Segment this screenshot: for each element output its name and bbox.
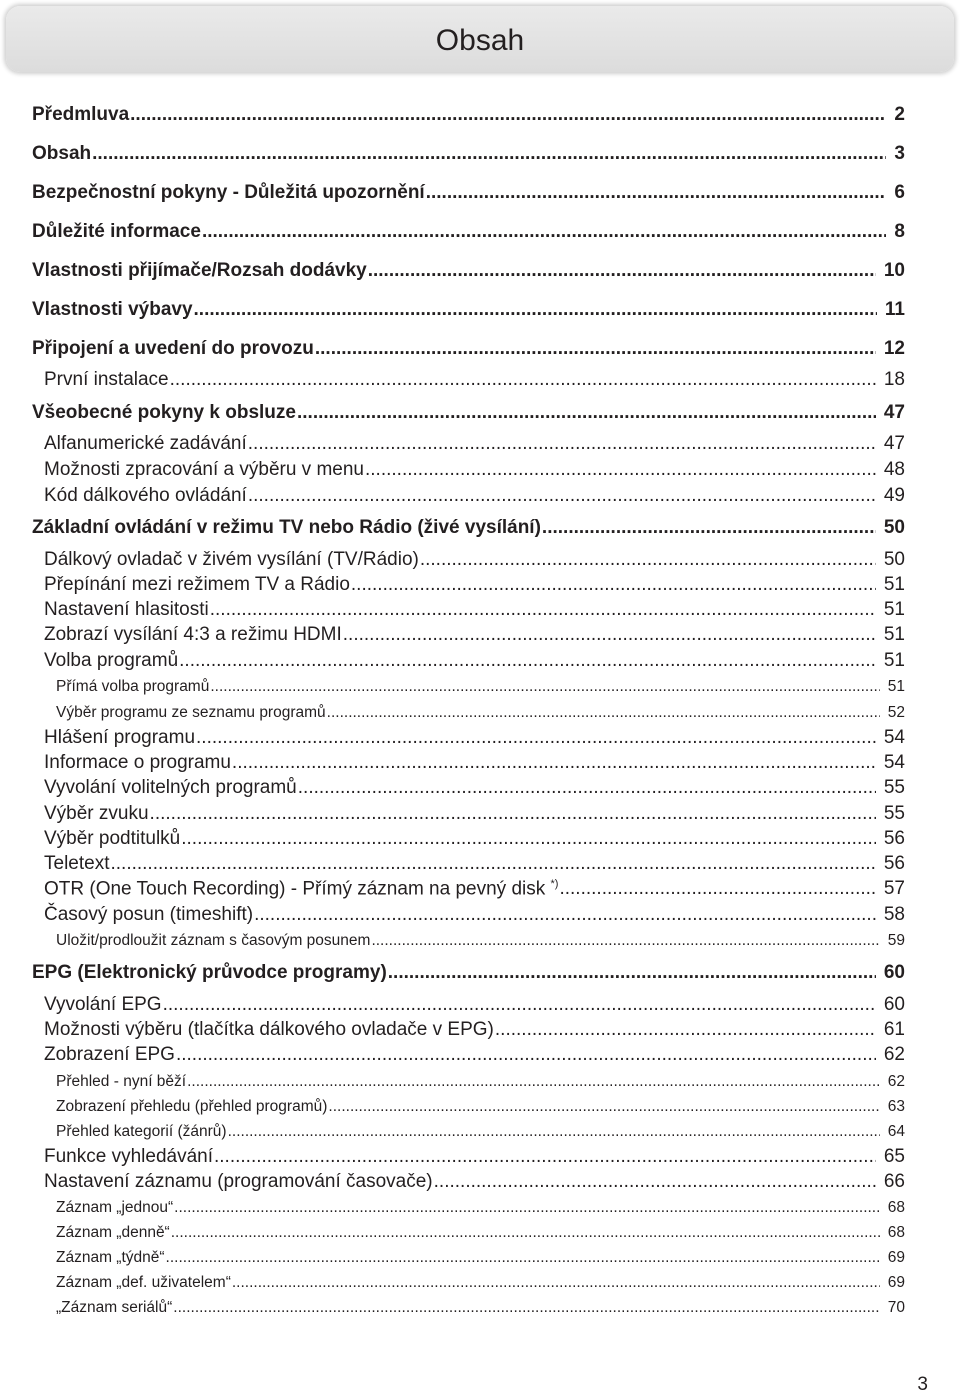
dot-leader: [187, 1073, 880, 1091]
toc-entry[interactable]: [44, 752, 905, 774]
dot-leader: [248, 485, 876, 507]
toc-entry-label: Předmluva: [32, 104, 130, 125]
toc-entry-label: Záznam „def. uživatelem“: [56, 1274, 231, 1291]
toc-entry-label: Uložit/prodloužit záznam s časovým posunem: [56, 932, 371, 949]
toc-entry-label: Připojení a uvedení do provozu: [32, 338, 314, 359]
dot-leader: [92, 143, 886, 165]
toc-entry-label: Kód dálkového ovládání: [44, 485, 247, 506]
toc-entry-page: 65: [883, 1146, 905, 1167]
toc-entry-label: „Záznam seriálů“: [56, 1299, 173, 1316]
toc-entry-page: 52: [887, 704, 905, 721]
table-of-contents: [32, 0, 905, 1393]
toc-entry[interactable]: [32, 517, 905, 539]
toc-entry-page: 62: [883, 1044, 905, 1065]
toc-entry-label: Výběr programu ze seznamu programů: [56, 704, 326, 721]
toc-entry-label: Vlastnosti výbavy: [32, 299, 193, 320]
toc-entry[interactable]: [32, 260, 905, 282]
dot-leader: [202, 221, 886, 243]
dot-leader: [166, 1249, 880, 1267]
toc-entry-page: 68: [887, 1224, 905, 1241]
toc-entry[interactable]: [56, 1249, 905, 1267]
toc-entry[interactable]: [44, 1146, 905, 1168]
dot-leader: [368, 260, 876, 282]
toc-entry-page: 18: [883, 369, 905, 390]
toc-entry[interactable]: [44, 1044, 905, 1066]
dot-leader: [228, 1123, 880, 1141]
dot-leader: [163, 994, 876, 1016]
toc-entry-page: 56: [883, 853, 905, 874]
toc-entry-label: Přehled - nyní běží: [56, 1073, 187, 1090]
toc-entry[interactable]: [32, 338, 905, 360]
toc-entry-page: 60: [883, 962, 905, 983]
toc-entry-page: 68: [887, 1199, 905, 1216]
dot-leader: [194, 299, 877, 321]
toc-entry-page: 47: [883, 433, 905, 454]
dot-leader: [298, 777, 876, 799]
toc-entry[interactable]: [44, 994, 905, 1016]
dot-leader: [388, 962, 876, 984]
dot-leader: [426, 182, 887, 204]
toc-entry[interactable]: [44, 650, 905, 672]
toc-entry-label: Záznam „jednou“: [56, 1199, 174, 1216]
toc-entry-page: 11: [884, 299, 905, 320]
toc-entry[interactable]: [32, 299, 905, 321]
toc-entry-page: 10: [883, 260, 905, 281]
toc-entry[interactable]: [56, 704, 905, 722]
toc-entry-page: 60: [883, 994, 905, 1015]
dot-leader: [130, 104, 886, 126]
dot-leader: [248, 433, 876, 455]
toc-entry-page: 61: [883, 1019, 905, 1040]
dot-leader: [179, 650, 876, 672]
dot-leader: [542, 517, 876, 539]
toc-entry-label: Bezpečnostní pokyny - Důležitá upozornění: [32, 182, 425, 203]
dot-leader: [351, 574, 876, 596]
toc-entry[interactable]: [56, 1274, 905, 1292]
toc-entry[interactable]: [44, 904, 905, 926]
toc-entry-page: 2: [894, 104, 905, 125]
toc-entry-label: Výběr zvuku: [44, 803, 149, 824]
toc-entry[interactable]: [56, 1199, 905, 1217]
toc-entry-page: 3: [894, 143, 905, 164]
toc-entry-page: 51: [887, 678, 905, 695]
toc-entry-label: Přehled kategorií (žánrů): [56, 1123, 227, 1140]
toc-entry-page: 69: [887, 1249, 905, 1266]
dot-leader: [174, 1199, 880, 1217]
toc-entry-label: Záznam „týdně“: [56, 1249, 165, 1266]
toc-entry-label: EPG (Elektronický průvodce programy): [32, 962, 387, 983]
toc-entry[interactable]: [44, 1171, 905, 1193]
toc-entry-label: Záznam „denně“: [56, 1224, 170, 1241]
toc-entry-page: 51: [883, 574, 905, 595]
toc-entry-page: 55: [883, 777, 905, 798]
toc-entry-page: 6: [894, 182, 905, 203]
dot-leader: [327, 704, 880, 722]
toc-entry[interactable]: [44, 878, 905, 900]
toc-entry[interactable]: [32, 221, 905, 243]
toc-entry-label: Hlášení programu: [44, 727, 196, 748]
toc-entry-label: Informace o programu: [44, 752, 231, 773]
page-number: 3: [917, 1374, 928, 1395]
toc-entry-label: Možnosti výběru (tlačítka dálkového ovladače v EPG): [44, 1019, 494, 1040]
toc-entry-page: 49: [883, 485, 905, 506]
toc-entry-label: Zobrazí vysílání 4:3 a režimu HDMI: [44, 624, 342, 645]
page-title: Obsah: [435, 24, 525, 57]
toc-entry[interactable]: [44, 777, 905, 799]
toc-entry-page: 54: [883, 727, 905, 748]
toc-entry[interactable]: [44, 433, 905, 455]
toc-entry-page: 69: [887, 1274, 905, 1291]
toc-entry-page: 63: [887, 1098, 905, 1115]
dot-leader: [214, 1146, 876, 1168]
dot-leader: [210, 599, 876, 621]
toc-entry-page: 51: [883, 599, 905, 620]
toc-entry[interactable]: [44, 599, 905, 621]
toc-entry[interactable]: [44, 803, 905, 825]
toc-entry-label: Časový posun (timeshift): [44, 904, 254, 925]
dot-leader: [365, 459, 876, 481]
toc-entry-label: Důležité informace: [32, 221, 201, 242]
toc-entry-label: Nastavení záznamu (programování časovače): [44, 1171, 433, 1192]
dot-leader: [434, 1171, 876, 1193]
toc-entry-page: 47: [883, 402, 905, 423]
toc-entry-label: První instalace: [44, 369, 169, 390]
toc-entry-page: 51: [883, 650, 905, 671]
toc-entry-page: 55: [883, 803, 905, 824]
dot-leader: [170, 369, 876, 391]
toc-entry-page: 66: [883, 1171, 905, 1192]
toc-entry[interactable]: [44, 574, 905, 596]
toc-entry[interactable]: [56, 1073, 905, 1091]
toc-entry-page: 58: [883, 904, 905, 925]
toc-entry[interactable]: [44, 828, 905, 850]
toc-entry-page: 50: [883, 517, 905, 538]
toc-entry-page: 56: [883, 828, 905, 849]
dot-leader: [495, 1019, 876, 1041]
toc-entry-label: Funkce vyhledávání: [44, 1146, 213, 1167]
toc-entry-page: 57: [883, 878, 905, 900]
toc-entry[interactable]: [44, 369, 905, 391]
dot-leader: [210, 678, 879, 696]
toc-entry-label: Volba programů: [44, 650, 179, 671]
toc-entry-page: 54: [883, 752, 905, 773]
toc-entry-label: Obsah: [32, 143, 92, 164]
dot-leader: [173, 1299, 879, 1317]
toc-entry-label: Vyvolání EPG: [44, 994, 162, 1015]
toc-entry-label: Vlastnosti přijímače/Rozsah dodávky: [32, 260, 367, 281]
dot-leader: [420, 549, 876, 571]
toc-entry-label: Zobrazení EPG: [44, 1044, 175, 1065]
toc-entry-page: 59: [887, 932, 905, 949]
toc-entry[interactable]: [32, 104, 905, 126]
toc-entry-page: 62: [887, 1073, 905, 1090]
toc-entry-label: Přepínání mezi režimem TV a Rádio: [44, 574, 350, 595]
toc-entry[interactable]: [56, 1224, 905, 1242]
toc-entry[interactable]: [44, 624, 905, 646]
dot-leader: [196, 727, 876, 749]
toc-entry[interactable]: [44, 727, 905, 749]
toc-entry-label: Dálkový ovladač v živém vysílání (TV/Rádio): [44, 549, 419, 570]
toc-entry[interactable]: [56, 1299, 905, 1317]
toc-entry[interactable]: [44, 459, 905, 481]
toc-entry[interactable]: [44, 1019, 905, 1041]
dot-leader: [232, 1274, 880, 1292]
toc-entry-label: Všeobecné pokyny k obsluze: [32, 402, 296, 423]
toc-entry[interactable]: [32, 962, 905, 984]
dot-leader: [371, 932, 879, 950]
toc-entry[interactable]: [44, 549, 905, 571]
dot-leader: [176, 1044, 876, 1066]
toc-entry-text: OTR (One Touch Recording) - Přímý záznam na pevný disk: [44, 878, 546, 900]
toc-entry-label: Možnosti zpracování a výběru v menu: [44, 459, 364, 480]
toc-entry[interactable]: [56, 1123, 905, 1141]
toc-entry-page: 50: [883, 549, 905, 570]
dot-leader: [559, 878, 875, 900]
toc-entry[interactable]: [44, 853, 905, 875]
toc-entry-page: 70: [887, 1299, 905, 1316]
toc-entry-label: Základní ovládání v režimu TV nebo Rádio (živé vysílání): [32, 517, 541, 538]
toc-entry[interactable]: [56, 1098, 905, 1116]
toc-entry-label: Nastavení hlasitosti: [44, 599, 209, 620]
toc-entry-label: [44, 878, 558, 900]
dot-leader: [171, 1224, 880, 1242]
dot-leader: [297, 402, 876, 424]
dot-leader: [254, 904, 876, 926]
dot-leader: [343, 624, 876, 646]
toc-entry-label: Vyvolání volitelných programů: [44, 777, 297, 798]
dot-leader: [328, 1098, 879, 1116]
toc-entry-label: Alfanumerické zadávání: [44, 433, 247, 454]
dot-leader: [181, 828, 876, 850]
footnote-marker: *): [550, 878, 559, 890]
dot-leader: [315, 338, 876, 360]
toc-entry[interactable]: [56, 932, 905, 950]
toc-entry-page: 48: [883, 459, 905, 480]
toc-entry[interactable]: [32, 143, 905, 165]
toc-entry-label: Přímá volba programů: [56, 678, 210, 695]
toc-entry-label: Výběr podtitulků: [44, 828, 181, 849]
toc-entry[interactable]: [32, 402, 905, 424]
dot-leader: [150, 803, 876, 825]
toc-entry[interactable]: [56, 678, 905, 696]
toc-entry-page: 64: [887, 1123, 905, 1140]
dot-leader: [110, 853, 875, 875]
toc-entry[interactable]: [44, 485, 905, 507]
toc-entry-page: 51: [883, 624, 905, 645]
toc-entry-page: 8: [894, 221, 905, 242]
toc-entry-page: 12: [883, 338, 905, 359]
toc-entry-label: Teletext: [44, 853, 110, 874]
toc-entry[interactable]: [32, 182, 905, 204]
toc-entry-label: Zobrazení přehledu (přehled programů): [56, 1098, 328, 1115]
dot-leader: [232, 752, 876, 774]
